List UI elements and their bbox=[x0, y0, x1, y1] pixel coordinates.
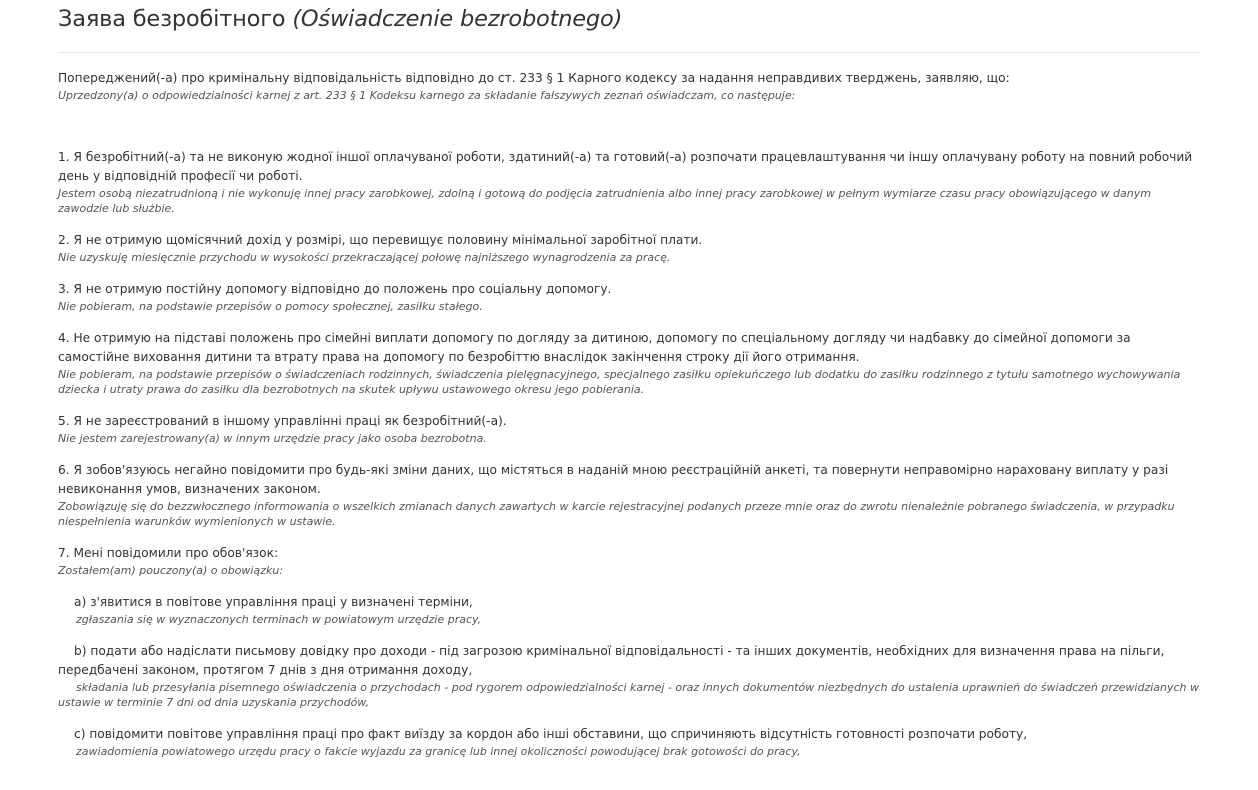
item-text-pl: Jestem osobą niezatrudnioną i nie wykonuję innej pracy zarobkowej, zdolną i gotową do podjęcia zatrudnienia albo innej pracy zarobkowej w pełnym wymiarze czasu pracy obowiązującego w danym zawodzie lub służbie. bbox=[58, 187, 1151, 215]
item-text-pl: Zostałem(am) pouczony(a) o obowiązku: bbox=[58, 564, 284, 577]
subitem-text-ua: с) повідомити повітове управління праці про факт виїзду за кордон або інші обставини, що спричиняють відсутність готовності розпочати роботу, bbox=[74, 727, 1028, 741]
subitem-text-pl: składania lub przesyłania pisemnego oświadczenia o przychodach - pod rygorem odpowiedzialności karnej - oraz innych dokumentów niezbędnych do ustalenia uprawnień do świadczeń przewidzianych w ustawie w terminie 7 dni od dnia uzyskania przychodów, bbox=[58, 681, 1200, 709]
page-title-pl: (Oświadczenie bezrobotnego) bbox=[292, 6, 623, 32]
declaration-item-5 bbox=[58, 397, 1200, 446]
subitem-text-ua: а) з'явитися в повітове управління праці у визначені терміни, bbox=[74, 595, 473, 609]
intro-text-pl: Uprzedzony(a) o odpowiedzialności karnej z art. 233 § 1 Kodeksu karnego za składanie fałszywych zeznań oświadczam, co następuje: bbox=[58, 89, 796, 102]
declaration-content bbox=[58, 53, 1200, 759]
subitem-text-pl: zgłaszania się w wyznaczonych terminach w powiatowym urzędzie pracy, bbox=[76, 613, 482, 626]
subitem-text-ua: b) подати або надіслати письмову довідку про доходи - під загрозою кримінальної відповідальності - та інших документів, необхідних для визначення права на пільги, передбачені законом, протягом 7 днів з дня отримання доходу, bbox=[58, 644, 1165, 677]
item-text-pl: Nie pobieram, na podstawie przepisów o świadczeniach rodzinnych, świadczenia pielęgnacyjnego, specjalnego zasiłku opiekuńczego lub dodatku do zasiłku rodzinnego z tytułu samotnego wychowywania dziecka i utraty prawa do zasiłku dla bezrobotnych na skutek upływu ustawowego okresu jego pobierania. bbox=[58, 368, 1181, 396]
declaration-item-7 bbox=[58, 529, 1200, 578]
page-title bbox=[58, 0, 1200, 48]
item-text-ua: 2. Я не отримую щомісячний дохід у розмірі, що перевищує половину мінімальної заробітної плати. bbox=[58, 233, 703, 247]
intro-statement bbox=[58, 53, 1200, 103]
declaration-subitem-b bbox=[58, 627, 1200, 710]
item-text-ua: 7. Мені повідомили про обов'язок: bbox=[58, 546, 279, 560]
item-text-pl: Nie uzyskuję miesięcznie przychodu w wysokości przekraczającej połowę najniższego wynagrodzenia za pracę. bbox=[58, 251, 671, 264]
declaration-item-1 bbox=[58, 103, 1200, 216]
item-text-pl: Nie jestem zarejestrowany(a) w innym urzędzie pracy jako osoba bezrobotna. bbox=[58, 432, 487, 445]
item-text-pl: Nie pobieram, na podstawie przepisów o pomocy społecznej, zasiłku stałego. bbox=[58, 300, 483, 313]
declaration-subitem-a bbox=[58, 578, 1200, 627]
declaration-item-6 bbox=[58, 446, 1200, 529]
item-text-ua: 4. Не отримую на підставі положень про сімейні виплати допомогу по догляду за дитиною, допомогу по спеціальному догляду чи надбавку до сімейної допомоги за самостійне виховання дитини та втрату права на допомогу по безробіттю внаслідок закінчення строку дії його отримання. bbox=[58, 331, 1131, 364]
item-text-ua: 3. Я не отримую постійну допомогу відповідно до положень про соціальну допомогу. bbox=[58, 282, 612, 296]
subitem-text-pl: zawiadomienia powiatowego urzędu pracy o fakcie wyjazdu za granicę lub innej okoliczności powodującej brak gotowości do pracy, bbox=[76, 745, 801, 758]
page-title-ua: Заява безробітного bbox=[58, 6, 286, 32]
intro-text-ua: Попереджений(-а) про кримінальну відповідальність відповідно до ст. 233 § 1 Карного кодексу за надання неправдивих тверджень, заявляю, що: bbox=[58, 71, 1010, 85]
declaration-item-4 bbox=[58, 314, 1200, 397]
item-text-pl: Zobowiązuję się do bezzwłocznego informowania o wszelkich zmianach danych zawartych w karcie rejestracyjnej podanych przeze mnie oraz do zwrotu nienależnie pobranego świadczenia, w przypadku niespełnienia warunków wymienionych w ustawie. bbox=[58, 500, 1175, 528]
declaration-item-3 bbox=[58, 265, 1200, 314]
item-text-ua: 1. Я безробітний(-а) та не виконую жодної іншої оплачуваної роботи, здатиний(-а) та готовий(-а) розпочати працевлаштування чи іншу оплачувану роботу на повний робочий день у відповідній професії чи роботі. bbox=[58, 150, 1193, 183]
declaration-subitem-c bbox=[58, 710, 1200, 759]
item-text-ua: 6. Я зобов'язуюсь негайно повідомити про будь-які зміни даних, що містяться в наданій мною реєстраційній анкеті, та повернути неправомірно нараховану виплату у разі невиконання умов, визначених законом. bbox=[58, 463, 1169, 496]
declaration-item-2 bbox=[58, 216, 1200, 265]
item-text-ua: 5. Я не зареєстрований в іншому управлінні праці як безробітний(-а). bbox=[58, 414, 507, 428]
